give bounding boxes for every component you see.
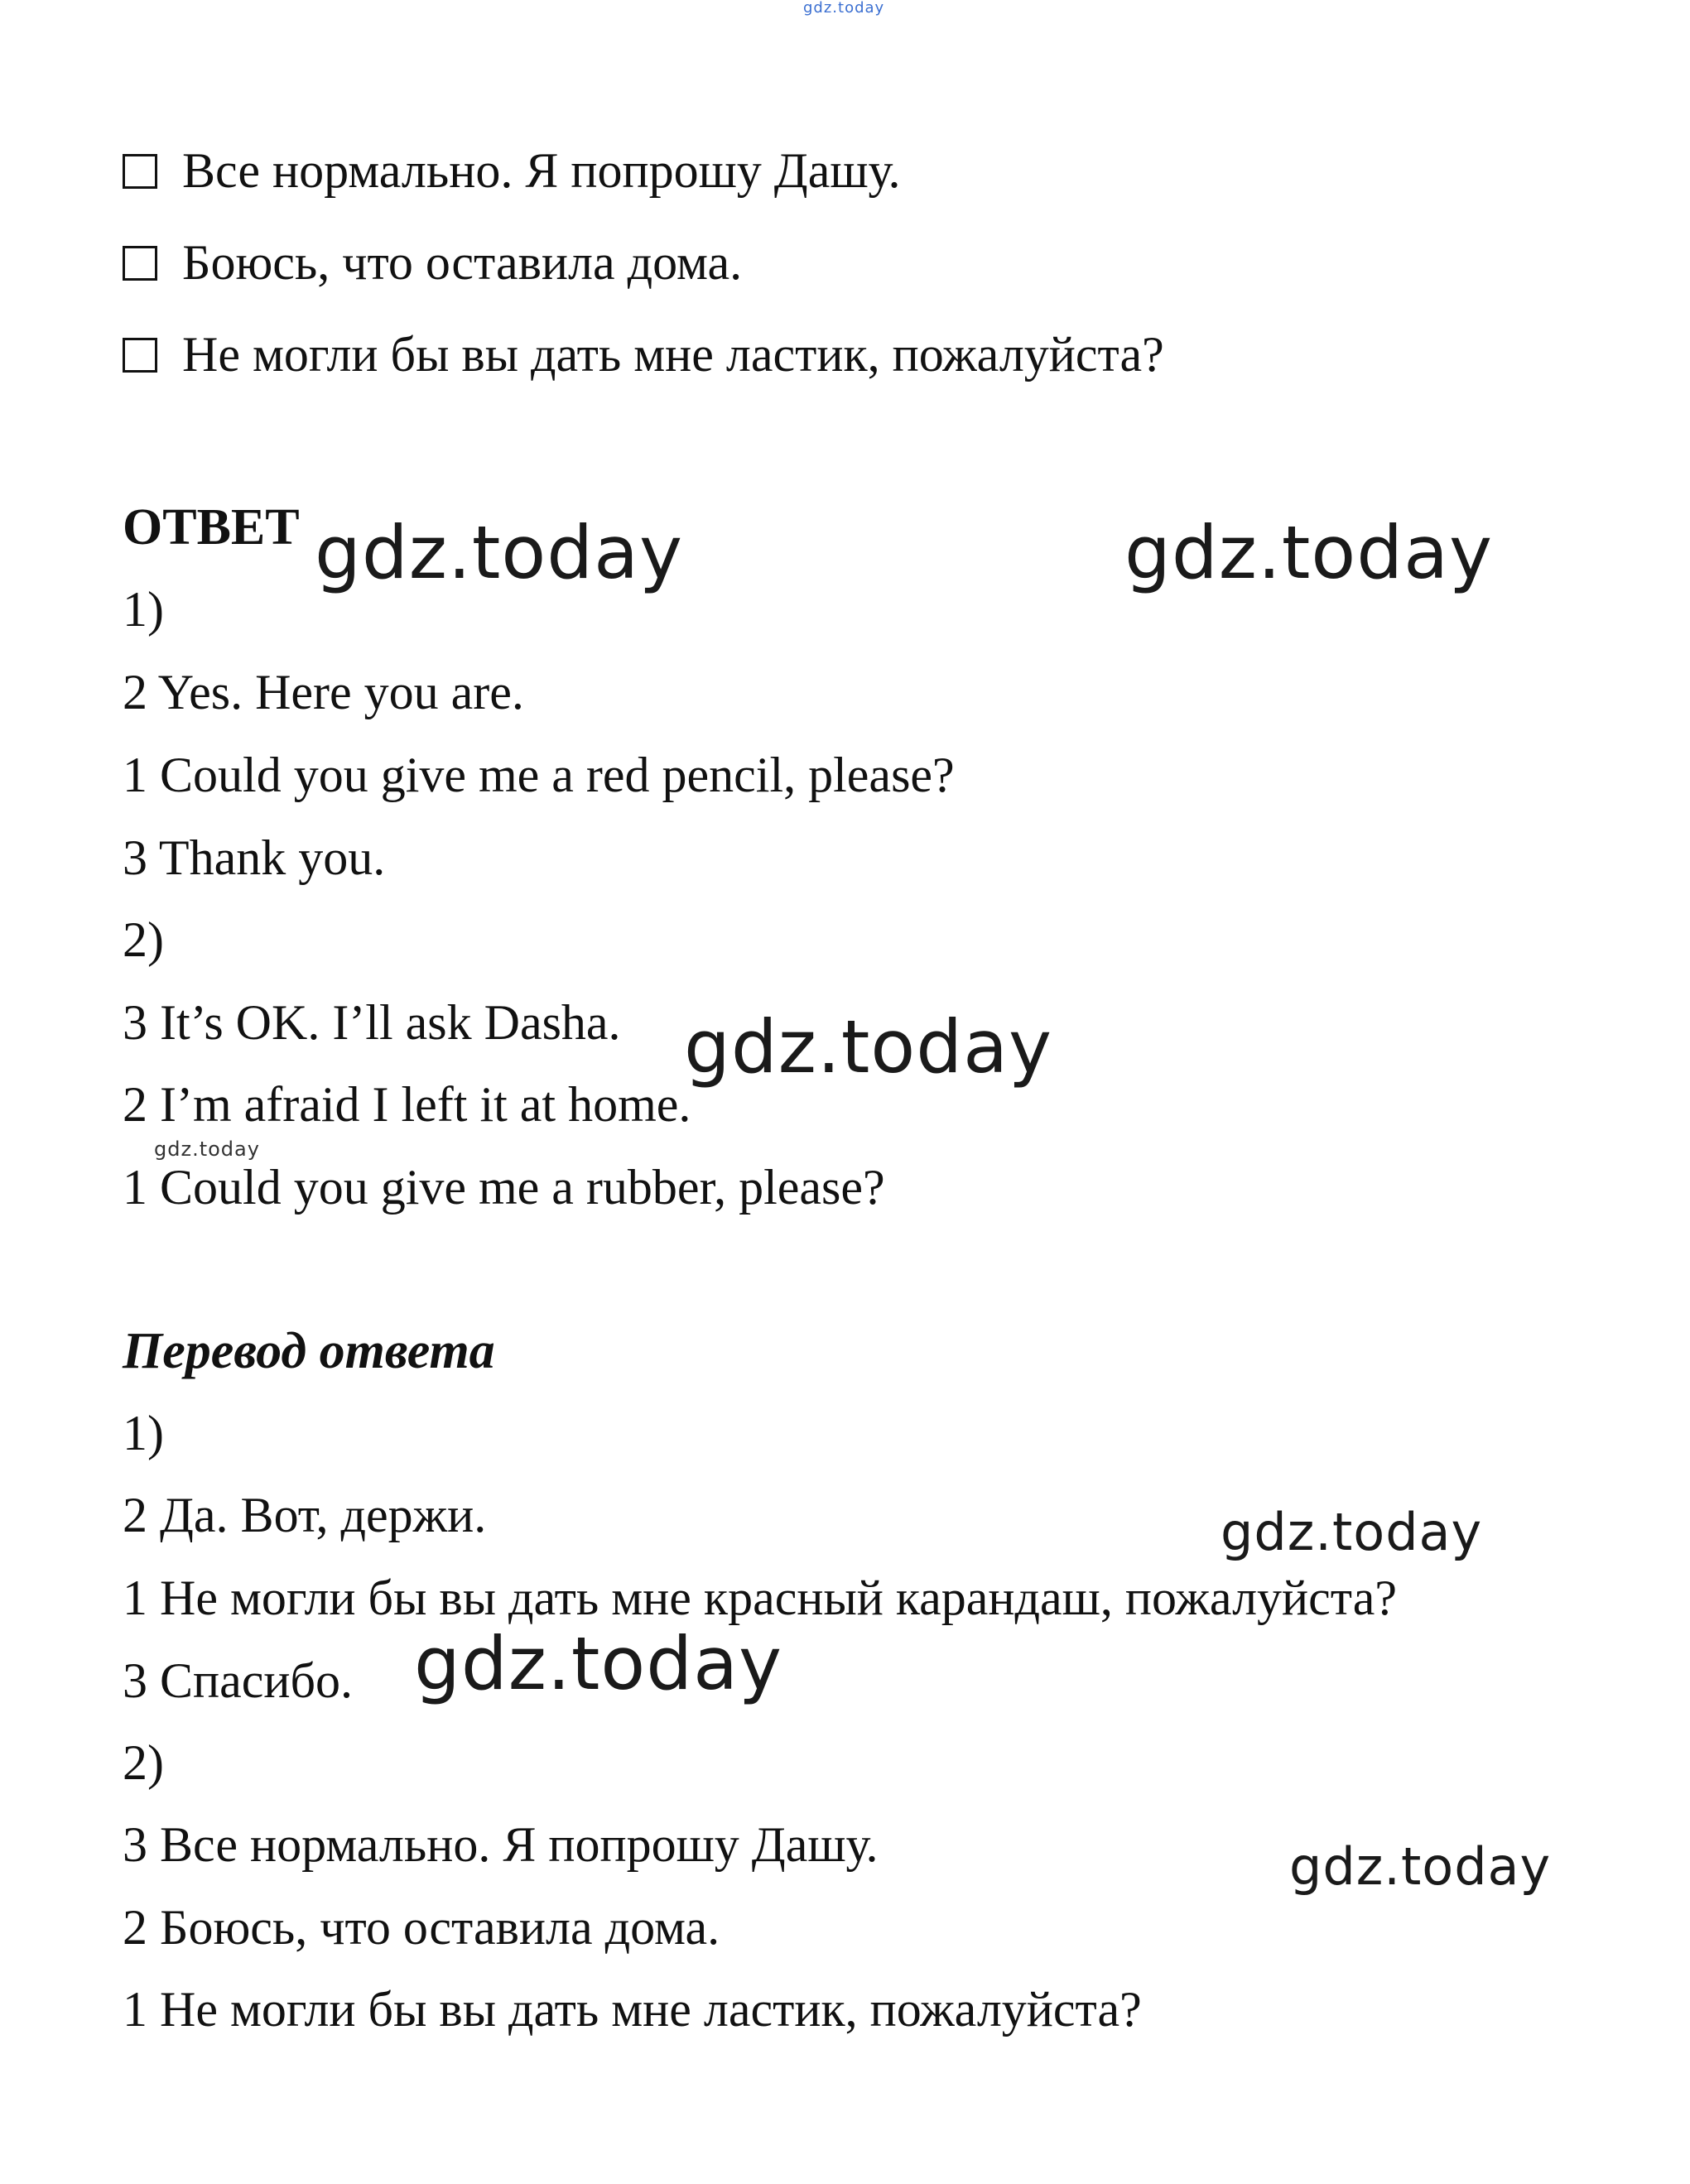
answer-line: 3 It’s OK. I’ll ask Dasha. bbox=[123, 995, 621, 1050]
translation-line: 3 Спасибо. bbox=[123, 1653, 354, 1708]
answer-line: 2 I’m afraid I left it at home. bbox=[123, 1077, 691, 1132]
checkbox-icon[interactable] bbox=[123, 338, 157, 373]
watermark: gdz.today bbox=[1124, 510, 1494, 595]
option-label: Не могли бы вы дать мне ластик, пожалуйста? bbox=[182, 327, 1164, 382]
watermark-top: gdz.today bbox=[803, 0, 885, 17]
answer-line: 1 Could you give me a red pencil, please? bbox=[123, 748, 955, 802]
checkbox-icon[interactable] bbox=[123, 154, 157, 189]
answer-line: 1 Could you give me a rubber, please? bbox=[123, 1160, 885, 1215]
option-item bbox=[123, 233, 742, 292]
answer-line: 2 Yes. Here you are. bbox=[123, 665, 524, 719]
watermark: gdz.today bbox=[154, 1138, 260, 1161]
answer-heading: ОТВЕТ bbox=[123, 499, 300, 556]
translation-line: 1 Не могли бы вы дать мне ластик, пожалуйста? bbox=[123, 1982, 1142, 2037]
translation-heading: Перевод ответа bbox=[123, 1323, 495, 1379]
checkbox-icon[interactable] bbox=[123, 246, 157, 281]
watermark: gdz.today bbox=[1289, 1836, 1552, 1897]
option-label: Все нормально. Я попрошу Дашу. bbox=[182, 143, 901, 198]
watermark: gdz.today bbox=[414, 1621, 783, 1706]
watermark: gdz.today bbox=[315, 510, 684, 595]
answer-line: 2) bbox=[123, 912, 164, 967]
answer-line: 1) bbox=[123, 582, 164, 637]
translation-line: 1 Не могли бы вы дать мне красный карандаш, пожалуйста? bbox=[123, 1571, 1397, 1625]
translation-line: 2 Боюсь, что оставила дома. bbox=[123, 1900, 720, 1955]
answer-line: 3 Thank you. bbox=[123, 830, 386, 885]
translation-line: 1) bbox=[123, 1406, 164, 1460]
translation-line: 3 Все нормально. Я попрошу Дашу. bbox=[123, 1817, 879, 1872]
translation-line: 2 Да. Вот, держи. bbox=[123, 1488, 487, 1542]
option-item bbox=[123, 325, 1164, 384]
option-label: Боюсь, что оставила дома. bbox=[182, 235, 743, 290]
watermark: gdz.today bbox=[1221, 1502, 1483, 1562]
option-item bbox=[123, 141, 901, 200]
translation-line: 2) bbox=[123, 1735, 164, 1790]
watermark: gdz.today bbox=[684, 1004, 1053, 1090]
